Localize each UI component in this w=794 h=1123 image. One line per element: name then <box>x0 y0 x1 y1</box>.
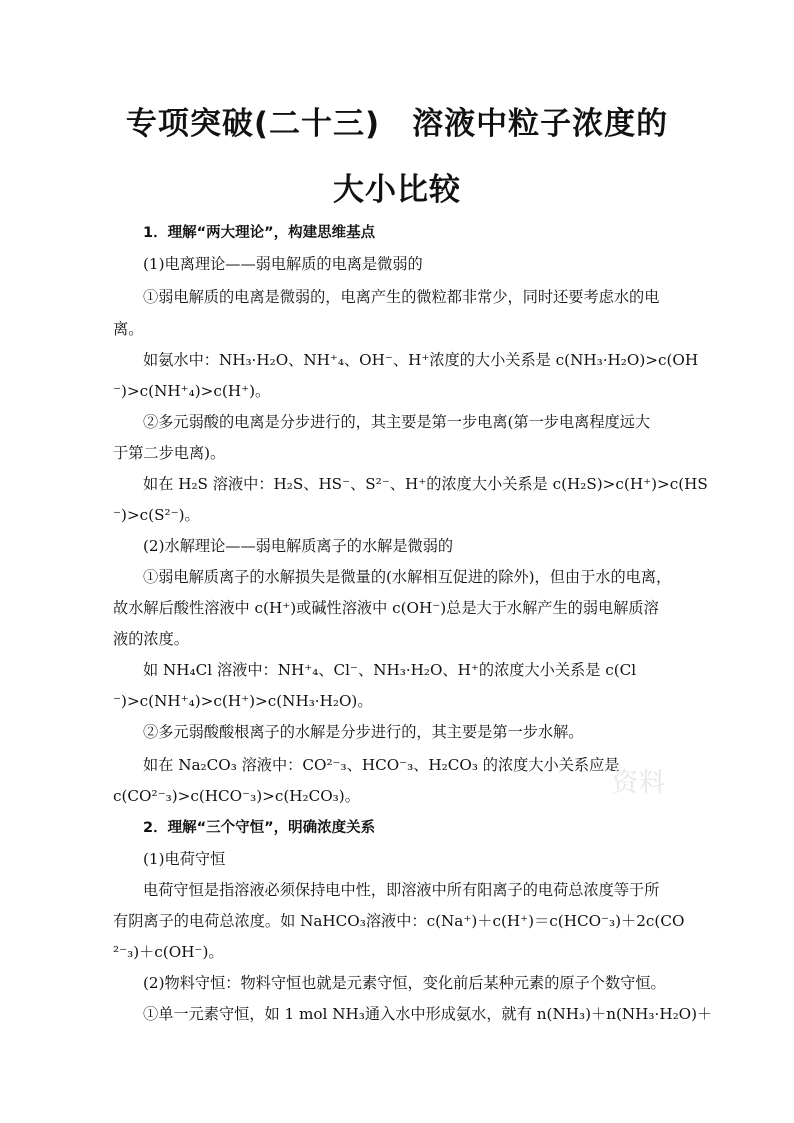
paragraph-line: 如氨水中：NH₃·H₂O、NH⁺₄、OH⁻、H⁺浓度的大小关系是 c(NH₃·H₂O)>c(OH <box>143 351 699 369</box>
paragraph-line: ①弱电解质离子的水解损失是微量的(水解相互促进的除外)，但由于水的电离， <box>143 568 672 586</box>
paragraph-line: 于第二步电离)。 <box>113 444 226 462</box>
paragraph-line: 如在 H₂S 溶液中：H₂S、HS⁻、S²⁻、H⁺的浓度大小关系是 c(H₂S)>c(H⁺)>c(HS <box>143 475 708 493</box>
title-line-2: 大小比较 <box>333 172 461 208</box>
paragraph-line: 电荷守恒是指溶液必须保持电中性，即溶液中所有阳离子的电荷总浓度等于所 <box>143 881 660 899</box>
paragraph-line: 液的浓度。 <box>113 630 189 648</box>
subsection-heading: (1)电离理论——弱电解质的电离是微弱的 <box>143 255 423 273</box>
paragraph-line: ②多元弱酸酸根离子的水解是分步进行的，其主要是第一步水解。 <box>143 723 584 741</box>
paragraph-line: ②多元弱酸的电离是分步进行的，其主要是第一步电离(第一步电离程度远大 <box>143 413 651 431</box>
title-line-1: 专项突破(二十三) 溶液中粒子浓度的 <box>125 106 669 142</box>
paragraph-line: 离。 <box>113 320 144 338</box>
section-heading-2: 2．理解“三个守恒”，明确浓度关系 <box>143 820 376 836</box>
paragraph-line: ⁻)>c(S²⁻)。 <box>113 506 200 524</box>
paragraph-line: ①单一元素守恒，如 1 mol NH₃通入水中形成氨水，就有 n(NH₃)＋n(NH₃·H₂O)＋ <box>143 1005 713 1023</box>
section-heading-1: 1．理解“两大理论”，构建思维基点 <box>143 225 376 241</box>
paragraph-line: 如在 Na₂CO₃ 溶液中：CO²⁻₃、HCO⁻₃、H₂CO₃ 的浓度大小关系应是 <box>143 756 620 774</box>
paragraph-line: 有阴离子的电荷总浓度。如 NaHCO₃溶液中：c(Na⁺)＋c(H⁺)＝c(HCO⁻₃)＋2c(CO <box>113 912 685 930</box>
paragraph-line: (2)物料守恒：物料守恒也就是元素守恒，变化前后某种元素的原子个数守恒。 <box>143 974 666 992</box>
paragraph-line: 如 NH₄Cl 溶液中：NH⁺₄、Cl⁻、NH₃·H₂O、H⁺的浓度大小关系是 c(Cl <box>143 661 637 679</box>
paragraph-line: 故水解后酸性溶液中 c(H⁺)或碱性溶液中 c(OH⁻)总是大于水解产生的弱电解质溶 <box>113 599 659 617</box>
paragraph-line: ²⁻₃)＋c(OH⁻)。 <box>113 943 224 961</box>
subsection-heading: (2)水解理论——弱电解质离子的水解是微弱的 <box>143 537 454 555</box>
paragraph-line: ⁻)>c(NH⁺₄)>c(H⁺)>c(NH₃·H₂O)。 <box>113 692 373 710</box>
subsection-heading: (1)电荷守恒 <box>143 850 226 868</box>
watermark: 资料 <box>612 768 667 798</box>
paragraph-line: ⁻)>c(NH⁺₄)>c(H⁺)。 <box>113 382 271 400</box>
paragraph-line: c(CO²⁻₃)>c(HCO⁻₃)>c(H₂CO₃)。 <box>113 787 360 805</box>
paragraph-line: ①弱电解质的电离是微弱的，电离产生的微粒都非常少，同时还要考虑水的电 <box>143 288 660 306</box>
